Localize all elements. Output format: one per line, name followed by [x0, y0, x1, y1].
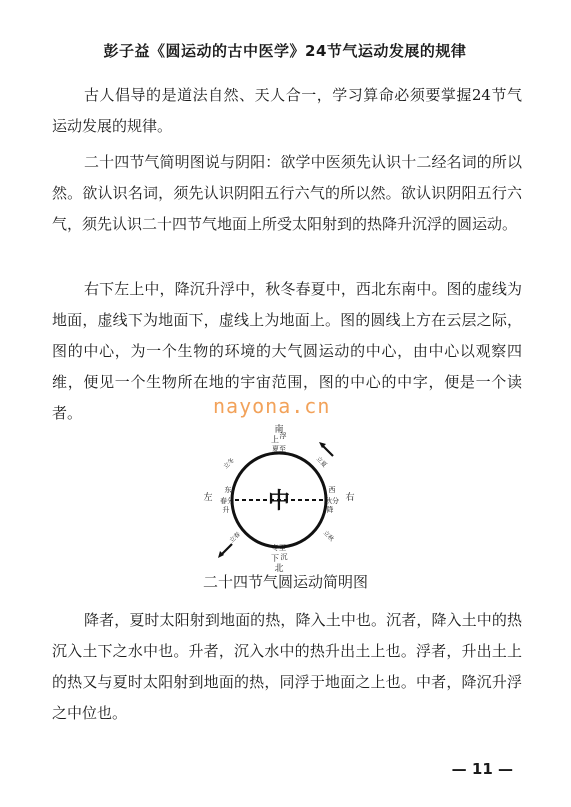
winter-solstice-label: 冬至 [272, 544, 286, 552]
paragraph-2: 二十四节气简明图说与阴阳：欲学中医须先认识十二经名词的所以然。欲认识名词，须先认识阴阳五行六气的所以然。欲认识阴阳五行六气，须先认识二十四节气地面上所受太阳射到的热降升沉浮的圆运动。 [52, 153, 522, 233]
arrow-icon-bottom-left [218, 544, 232, 558]
circular-motion-diagram [199, 420, 359, 580]
east-label: 东 [224, 486, 232, 494]
descend-label: 降 [326, 506, 334, 514]
south-label: 南 [274, 425, 284, 435]
sink-label: 沉 [280, 553, 288, 561]
right-label: 右 [345, 493, 355, 503]
diagram-caption: 二十四节气圆运动简明图 [202, 573, 368, 591]
watermark: nayona.cn [213, 394, 331, 418]
float-label: 浮 [279, 432, 287, 440]
west-label: 西 [328, 486, 336, 494]
southwest-label: 立秋 [321, 529, 336, 543]
page-number: — 11 — [451, 760, 513, 778]
arrow-icon-top-right [319, 442, 333, 456]
southeast-label: 立夏 [314, 455, 329, 469]
paragraph-3: 右下左上中，降沉升浮中，秋冬春夏中，西北东南中。图的虚线为地面，虚线下为地面下，虚线上为地面上。图的圆线上方在云层之际，图的中心，为一个生物的环境的大气圆运动的中心，由中心以观察四维，便见一个生物所在地的宇宙范围，图的中心的中字，便是一个读者。 [52, 280, 522, 422]
paragraph-1: 古人倡导的是道法自然、天人合一，学习算命必须要掌握24节气运动发展的规律。 [52, 86, 522, 135]
spring-equinox-label: 春分 [220, 497, 234, 505]
northeast-label: 立春 [228, 530, 242, 545]
top-label: 上 [271, 435, 279, 444]
autumn-equinox-label: 秋分 [325, 497, 339, 505]
bottom-label: 下 [271, 554, 279, 563]
northwest-label: 立冬 [222, 456, 236, 471]
left-label: 左 [203, 493, 213, 503]
rise-label: 升 [222, 506, 230, 514]
center-label: 中 [267, 489, 291, 514]
page-title: 彭子益《圆运动的古中医学》24节气运动发展的规律 [103, 42, 467, 60]
north-label: 北 [274, 564, 284, 574]
summer-solstice-label: 夏至 [272, 445, 286, 453]
paragraph-4: 降者，夏时太阳射到地面的热，降入土中也。沉者，降入土中的热沉入土下之水中也。升者，沉入水中的热升出土上也。浮者，升出土上的热又与夏时太阳射到地面的热，同浮于地面之上也。中者，降沉升浮之中位也。 [52, 611, 522, 722]
